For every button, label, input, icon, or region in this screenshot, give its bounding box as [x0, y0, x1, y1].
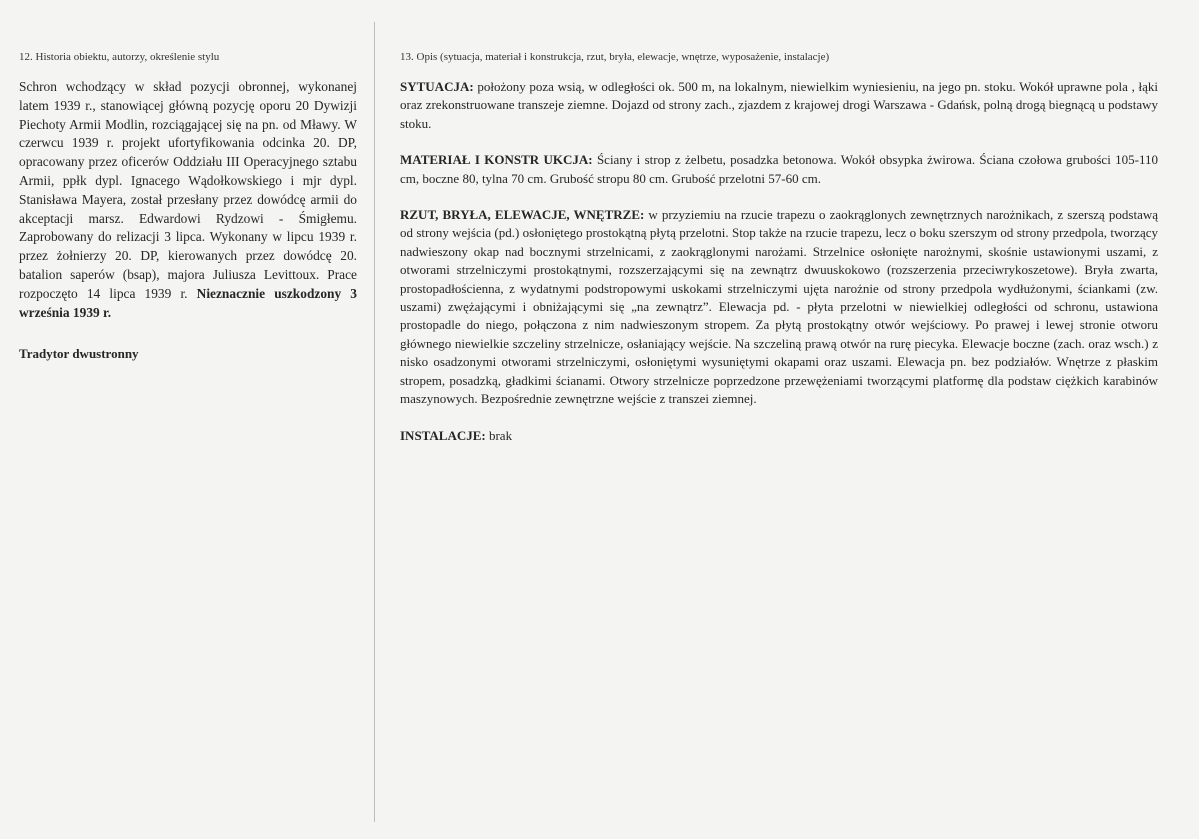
column-divider: [374, 22, 375, 822]
description-column: [400, 50, 1158, 463]
section-text: położony poza wsią, w odległości ok. 500 m, na lokalnym, niewielkim wyniesieniu, na jego pn. stoku. Wokół uprawne pola , łąki oraz zrekonstruowane transzeje ziemne. Dojazd od strony zach., zjazdem z krajowej drogi Warszawa - Gdańsk, polną drogą biegnącą u podstawy stoku.: [400, 79, 1158, 131]
section-text: w przyziemiu na rzucie trapezu o zaokrąglonych zewnętrznych narożnikach, z szerszą podstawą od strony wejścia (pd.) osłoniętego prostokątną płytą przelotni. Stop także na rzucie trapezu, lecz o boku szerszym od strony przedpola, tworzący nadwieszony okap nad bocznymi strzelnicami, z zaokrąglonymi narożami. Strzelnice osłonięte narożnymi, skośnie ustawionymi uszami, z otworami strzelniczymi prostokątnymi, rozszerzającymi się na zewnątrz dwuuskokowo (rozszerzenia przeciwrykoszetowe). Bryła zwarta, prostopadłościenna, z wydatnymi podstropowymi uskokami strzelniczymi ujęta narożnie od strony przedpola wydłużonymi, ściankami (zw. uszami) zwężającymi i obniżającymi się „na zewnątrz”. Elewacja pd. - płyta przelotni w niewielkiej odległości od schronu, ustawiona prostopadle do niego, połączona z nim nadwieszonym stropem. Za płytą prostokątny otwór wejściowy. Po prawej i lewej stronie otworu głównego niewielkie szczeliny strzelnicze, osłaniający wejście. Na szczeliną prawą otwór na rurę piecyka. Elewacje boczne (zach. oraz wsch.) z nisko osadzonymi otworami strzelniczymi, osłoniętymi wysuniętymi okapami oraz uszami. Elewacja pn. bez podziałów. Wnętrze z płaskim stropem, posadzką, gładkimi ścianami. Otwory strzelnicze poprzedzone przewężeniami tworzącymi platformę dla podstaw ciężkich karabinów maszynowych. Bezpośrednie zewnętrzne wejście z transzei ziemnej.: [400, 207, 1158, 407]
section-label: SYTUACJA:: [400, 79, 474, 94]
description-heading: 13. Opis (sytuacja, materiał i konstrukcja, rzut, bryła, elewacje, wnętrze, wyposażenie, instalacje): [400, 51, 830, 63]
section-label: RZUT, BRYŁA, ELEWACJE, WNĘTRZE:: [400, 207, 645, 223]
history-body: Schron wchodzący w skład pozycji obronnej, wykonanej latem 1939 r., stanowiącej główną pozycję oporu 20 Dywizji Piechoty Armii Modlin, rozciągającej się na pn. od Mławy. W czerwcu 1939 r. projekt ufortyfikowania odcinka 20. DP, opracowany przez oficerów Oddziału III Operacyjnego sztabu Armii, ppłk dypl. Ignacego Wądołkowskiego i mjr dypl. Stanisława Mayera, został przesłany przez dowódcę armii do akceptacji marsz. Edwardowi Rydzowi - Śmigłemu. Zaprobowany do relizacji 3 lipca. Wykonany w lipcu 1939 r. przez żołnierzy 20. DP, kierowanych przez dowódcę 20. batalion saperów (bsap), majora Juliusza Levittoux. Prace rozpoczęto 14 lipca 1939 r.: [19, 79, 357, 301]
section-text: Ściany i strop z żelbetu, posadzka betonowa. Wokół obsypka żwirowa. Ściana czołowa grubości 105-110 cm, boczne 80, tylna 70 cm. Grubość stropu 80 cm. Grubość przelotni 57-60 cm.: [400, 152, 1158, 186]
section-label: INSTALACJE:: [400, 427, 486, 443]
history-text: [19, 78, 357, 322]
object-type: Tradytor dwustronny: [19, 346, 139, 362]
section-situation: [400, 78, 1158, 133]
section-text: brak: [485, 427, 513, 443]
section-installations: [400, 427, 1158, 445]
section-label: MATERIAŁ I KONSTR UKCJA:: [400, 152, 593, 168]
section-material: [400, 151, 1158, 188]
section-plan: [400, 206, 1158, 408]
damage-note: Nieznacznie uszkodzony 3 września 1939 r.: [19, 285, 357, 320]
history-heading: 12. Historia obiektu, autorzy, określenie stylu: [19, 51, 220, 63]
history-column: [19, 50, 357, 362]
